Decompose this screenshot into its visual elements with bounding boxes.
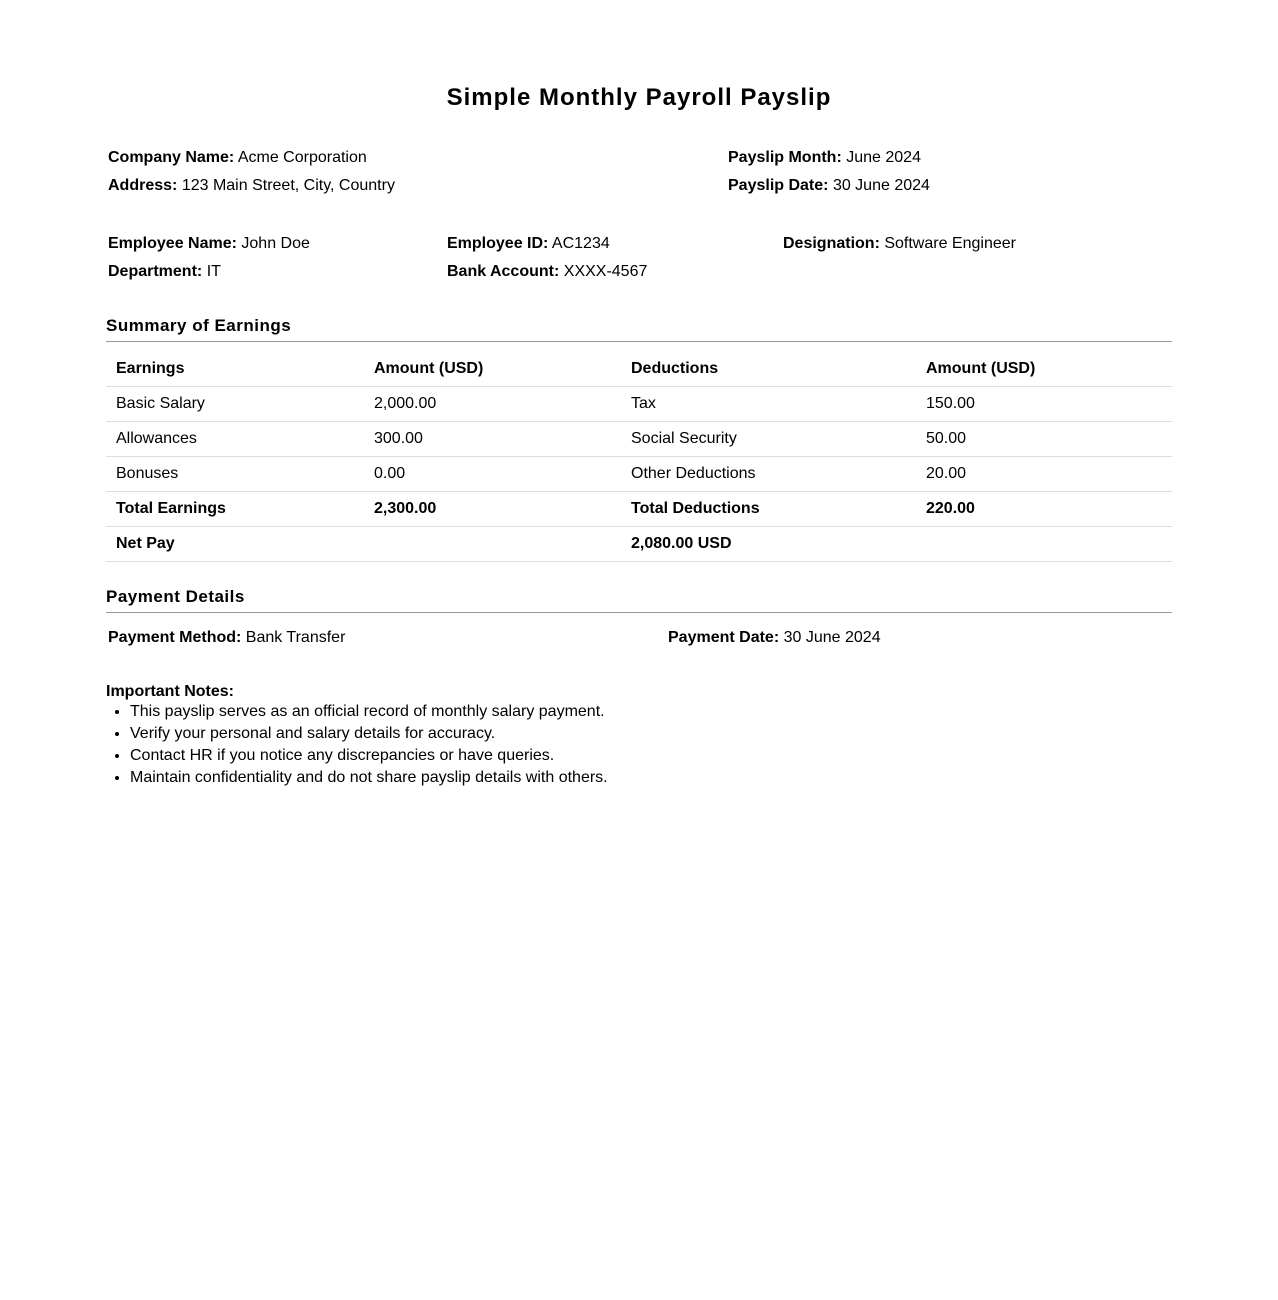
total-deductions-label: Total Deductions — [621, 492, 916, 527]
table-cell: Tax — [621, 387, 916, 422]
payslip-month-label: Payslip Month: — [728, 149, 842, 166]
table-cell: Basic Salary — [106, 387, 364, 422]
designation-field — [783, 234, 1016, 254]
company-name-field — [108, 148, 367, 168]
bank-account-label: Bank Account: — [447, 263, 560, 280]
table-header-cell: Amount (USD) — [364, 352, 621, 387]
department-field — [108, 262, 221, 282]
empty-cell — [916, 527, 1172, 562]
payment-date-field — [668, 628, 881, 648]
table-cell: 150.00 — [916, 387, 1172, 422]
payment-date-value: 30 June 2024 — [783, 629, 881, 646]
table-row — [106, 457, 1172, 492]
table-row — [106, 422, 1172, 457]
total-deductions-value: 220.00 — [916, 492, 1172, 527]
department-value: IT — [206, 263, 221, 280]
payslip-month-field — [728, 148, 921, 168]
table-cell: 0.00 — [364, 457, 621, 492]
employee-name-label: Employee Name: — [108, 235, 237, 252]
list-item: • Verify your personal and salary details for accuracy. — [130, 723, 608, 745]
summary-heading: Summary of Earnings — [106, 316, 1172, 342]
page-title: Simple Monthly Payroll Payslip — [446, 84, 832, 111]
total-earnings-value: 2,300.00 — [364, 492, 621, 527]
table-cell: 50.00 — [916, 422, 1172, 457]
designation-label: Designation: — [783, 235, 880, 252]
employee-id-field — [447, 234, 610, 254]
notes-heading: Important Notes: — [106, 683, 234, 700]
payment-method-value: Bank Transfer — [245, 629, 346, 646]
totals-row — [106, 492, 1172, 527]
table-header-cell: Earnings — [106, 352, 364, 387]
company-address-label: Address: — [108, 177, 178, 194]
table-cell: 20.00 — [916, 457, 1172, 492]
company-address-field — [108, 176, 395, 196]
payment-heading: Payment Details — [106, 587, 1172, 613]
payment-method-label: Payment Method: — [108, 629, 242, 646]
payslip-date-field — [728, 176, 930, 196]
table-cell: Bonuses — [106, 457, 364, 492]
employee-name-field — [108, 234, 310, 254]
earnings-table — [106, 352, 1172, 562]
payment-method-field — [108, 628, 345, 648]
list-item: • This payslip serves as an official record of monthly salary payment. — [130, 701, 608, 723]
table-row — [106, 387, 1172, 422]
company-name-label: Company Name: — [108, 149, 235, 166]
payslip-date-value: 30 June 2024 — [832, 177, 930, 194]
notes-list — [106, 701, 608, 789]
table-header-row — [106, 352, 1172, 387]
list-item: • Contact HR if you notice any discrepancies or have queries. — [130, 745, 608, 767]
net-pay-row — [106, 527, 1172, 562]
total-earnings-label: Total Earnings — [106, 492, 364, 527]
company-name-value: Acme Corporation — [237, 149, 367, 166]
employee-name-value: John Doe — [241, 235, 310, 252]
bank-account-field — [447, 262, 647, 282]
bank-account-value: XXXX-4567 — [563, 263, 648, 280]
payslip-month-value: June 2024 — [846, 149, 921, 166]
department-label: Department: — [108, 263, 203, 280]
designation-value: Software Engineer — [884, 235, 1016, 252]
table-header-cell: Deductions — [621, 352, 916, 387]
net-pay-value: 2,080.00 USD — [621, 527, 916, 562]
table-cell: Social Security — [621, 422, 916, 457]
company-address-value: 123 Main Street, City, Country — [181, 177, 395, 194]
list-item: • Maintain confidentiality and do not share payslip details with others. — [130, 767, 608, 789]
table-cell: 2,000.00 — [364, 387, 621, 422]
payment-date-label: Payment Date: — [668, 629, 780, 646]
table-cell: Allowances — [106, 422, 364, 457]
table-cell: 300.00 — [364, 422, 621, 457]
table-cell: Other Deductions — [621, 457, 916, 492]
empty-cell — [364, 527, 621, 562]
table-header-cell: Amount (USD) — [916, 352, 1172, 387]
employee-id-value: AC1234 — [551, 235, 610, 252]
employee-id-label: Employee ID: — [447, 235, 549, 252]
payslip-date-label: Payslip Date: — [728, 177, 829, 194]
net-pay-label: Net Pay — [106, 527, 364, 562]
